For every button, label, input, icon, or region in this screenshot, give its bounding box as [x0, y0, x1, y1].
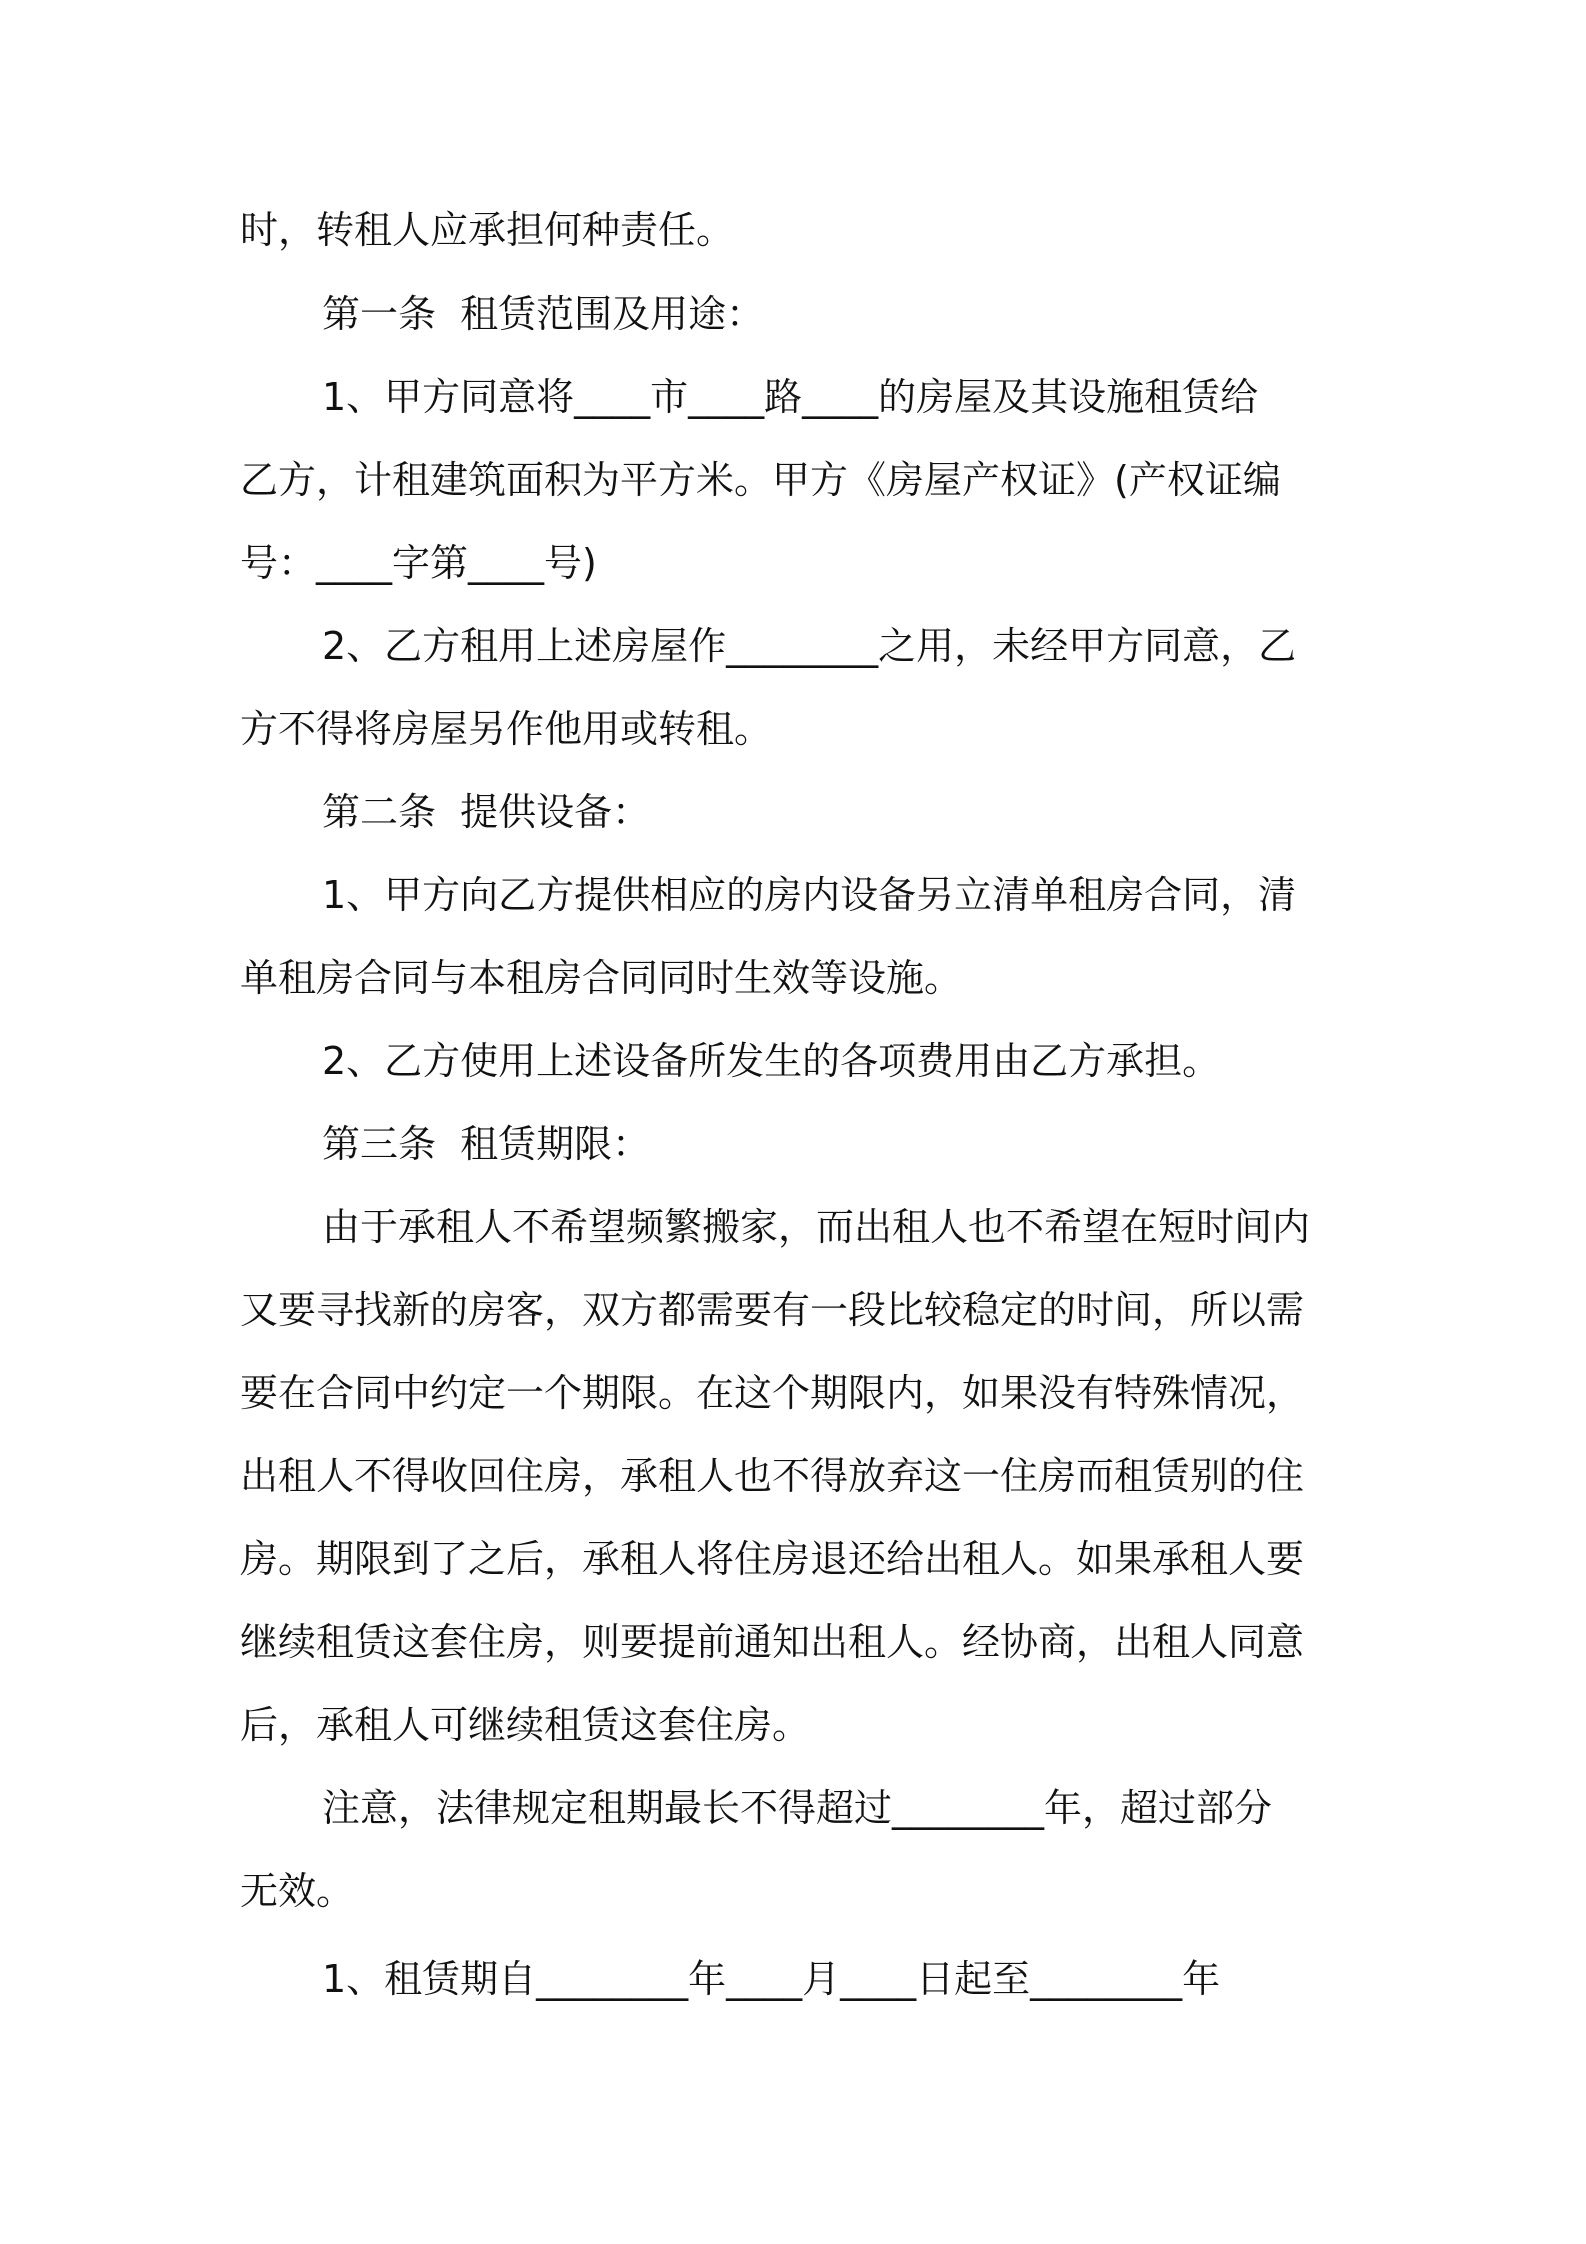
text-line: 时，转租人应承担何种责任。 — [240, 208, 735, 252]
text-line: 注意，法律规定租期最长不得超过________年，超过部分 — [322, 1786, 1273, 1830]
text-line: 又要寻找新的房客，双方都需要有一段比较稳定的时间，所以需 — [240, 1288, 1305, 1332]
text-line: 出租人不得收回住房，承租人也不得放弃这一住房而租赁别的住 — [240, 1454, 1305, 1498]
text-line: 要在合同中约定一个期限。在这个期限内，如果没有特殊情况， — [240, 1371, 1305, 1415]
text-line: 1、甲方同意将____市____路____的房屋及其设施租赁给 — [322, 375, 1259, 419]
text-line: 无效。 — [240, 1869, 355, 1913]
text-line: 继续租赁这套住房，则要提前通知出租人。经协商，出租人同意 — [240, 1620, 1305, 1664]
text-line: 乙方，计租建筑面积为平方米。甲方《房屋产权证》(产权证编 — [240, 458, 1281, 502]
section-heading: 第二条 提供设备： — [322, 790, 651, 834]
text-line: 由于承租人不希望频繁搬家，而出租人也不希望在短时间内 — [322, 1205, 1311, 1249]
section-heading: 第三条 租赁期限： — [322, 1122, 651, 1166]
text-line: 1、租赁期自________年____月____日起至________年 — [322, 1957, 1221, 2001]
text-line: 房。期限到了之后，承租人将住房退还给出租人。如果承租人要 — [240, 1537, 1305, 1581]
text-line: 单租房合同与本租房合同同时生效等设施。 — [240, 956, 963, 1000]
text-line: 1、甲方向乙方提供相应的房内设备另立清单租房合同，清 — [322, 873, 1297, 917]
text-line: 号：____字第____号) — [240, 541, 597, 585]
text-line: 2、乙方使用上述设备所发生的各项费用由乙方承担。 — [322, 1039, 1221, 1083]
section-heading: 第一条 租赁范围及用途： — [322, 292, 765, 336]
text-line: 方不得将房屋另作他用或转租。 — [240, 707, 773, 751]
text-line: 2、乙方租用上述房屋作________之用，未经甲方同意，乙 — [322, 624, 1297, 668]
text-line: 后，承租人可继续租赁这套住房。 — [240, 1703, 811, 1747]
